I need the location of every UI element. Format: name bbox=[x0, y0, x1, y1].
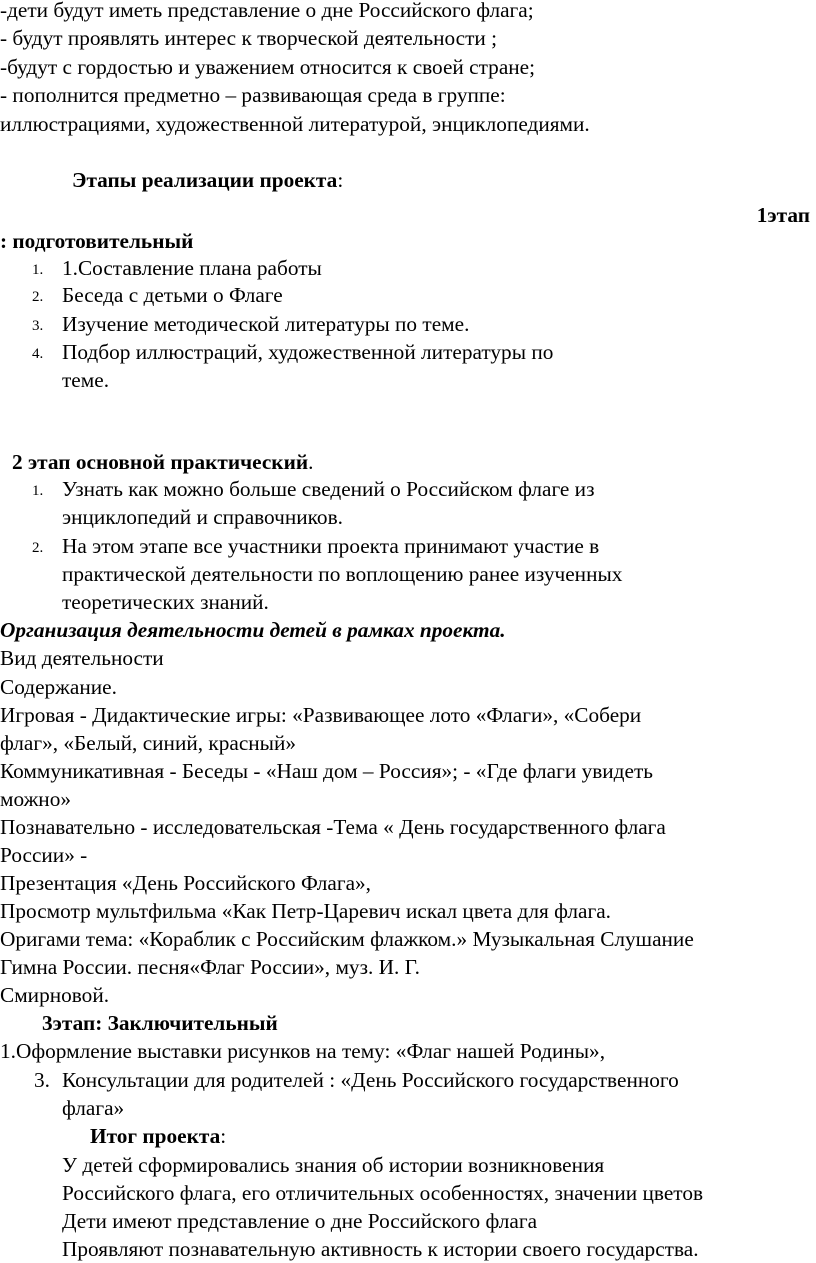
result-heading-text: Итог проекта bbox=[90, 1124, 221, 1148]
stage2-heading bbox=[12, 448, 313, 476]
stage1-label-number: 1этап bbox=[756, 203, 810, 227]
stage3-item-3-cont: флага» bbox=[62, 1096, 125, 1120]
stage1-item-4-cont: теме. bbox=[62, 368, 110, 392]
stage1-item-3: Изучение методической литературы по теме. bbox=[62, 312, 470, 336]
result-line-3: Дети имеют представление о дне Российского флага bbox=[62, 1209, 538, 1233]
stage1-item-1-num: 1. bbox=[32, 262, 44, 278]
organization-line-2: Содержание. bbox=[0, 675, 117, 699]
result-heading bbox=[90, 1122, 226, 1150]
stage1-item-2-num: 2. bbox=[32, 289, 44, 305]
stage1-item-2: Беседа с детьми о Флаге bbox=[62, 283, 283, 307]
intro-line-5: иллюстрациями, художественной литературой, энциклопедиями. bbox=[0, 112, 590, 136]
stage1-item-3-num: 3. bbox=[32, 318, 44, 334]
stage2-item-2-num: 2. bbox=[32, 540, 44, 556]
intro-line-3: -будут с гордостью и уважением относится к своей стране; bbox=[0, 55, 536, 79]
result-line-1: У детей сформировались знания об истории возникновения bbox=[62, 1153, 605, 1177]
stage2-item-1: Узнать как можно больше сведений о Российском флаге из bbox=[62, 477, 595, 501]
stage3-item-1: 1.Оформление выставки рисунков на тему: «Флаг нашей Родины», bbox=[0, 1039, 606, 1063]
stage1-item-1: 1.Составление плана работы bbox=[62, 256, 322, 280]
intro-line-1: -дети будут иметь представление о дне Российского флага; bbox=[0, 0, 534, 22]
stages-heading-text: Этапы реализации проекта bbox=[72, 168, 338, 192]
organization-line-8: России» - bbox=[0, 843, 88, 867]
stage2-item-1-cont: энциклопедий и справочников. bbox=[62, 505, 343, 529]
result-line-4: Проявляют познавательную активность к истории своего государства. bbox=[62, 1237, 699, 1261]
result-heading-colon: : bbox=[220, 1124, 227, 1148]
stage2-heading-text: 2 этап основной практический bbox=[12, 450, 309, 474]
result-line-2: Российского флага, его отличительных особенностях, значении цветов bbox=[62, 1181, 704, 1205]
organization-line-7: Познавательно - исследовательская -Тема « День государственного флага bbox=[0, 815, 666, 839]
organization-line-4: флаг», «Белый, синий, красный» bbox=[0, 731, 297, 755]
stage1-item-4-num: 4. bbox=[32, 346, 44, 362]
stage1-item-4: Подбор иллюстраций, художественной литературы по bbox=[62, 340, 554, 364]
stage1-label-title: : подготовительный bbox=[0, 229, 194, 253]
stages-heading-colon: : bbox=[337, 168, 344, 192]
stage2-item-1-num: 1. bbox=[32, 483, 44, 499]
organization-line-9: Презентация «День Российского Флага», bbox=[0, 871, 372, 895]
intro-line-4: - пополнится предметно – развивающая среда в группе: bbox=[0, 83, 506, 107]
stage2-heading-dot: . bbox=[308, 450, 314, 474]
organization-line-6: можно» bbox=[0, 787, 72, 811]
organization-line-3: Игровая - Дидактические игры: «Развивающее лото «Флаги», «Собери bbox=[0, 703, 642, 727]
organization-line-12: Гимна России. песня«Флаг России», муз. И. Г. bbox=[0, 955, 420, 979]
stage2-item-2-cont: практической деятельности по воплощению ранее изученных bbox=[62, 562, 623, 586]
organization-line-11: Оригами тема: «Кораблик с Российским флажком.» Музыкальная Слушание bbox=[0, 927, 694, 951]
organization-line-10: Просмотр мультфильма «Как Петр-Царевич искал цвета для флага. bbox=[0, 899, 612, 923]
organization-line-5: Коммуникативная - Беседы - «Наш дом – Россия»; - «Где флаги увидеть bbox=[0, 759, 653, 783]
intro-line-2: - будут проявлять интерес к творческой деятельности ; bbox=[0, 26, 498, 50]
organization-heading: Организация деятельности детей в рамках проекта. bbox=[0, 618, 506, 642]
stage3-item-3-num: 3. bbox=[34, 1068, 50, 1092]
organization-line-1: Вид деятельности bbox=[0, 646, 164, 670]
stage2-item-2: На этом этапе все участники проекта принимают участие в bbox=[62, 534, 600, 558]
stage2-item-2-cont2: теоретических знаний. bbox=[62, 590, 269, 614]
stage3-item-3: Консультации для родителей : «День Российского государственного bbox=[62, 1068, 679, 1092]
stages-heading bbox=[72, 166, 343, 194]
stage3-heading: 3этап: Заключительный bbox=[42, 1011, 278, 1035]
organization-line-13: Смирновой. bbox=[0, 983, 110, 1007]
